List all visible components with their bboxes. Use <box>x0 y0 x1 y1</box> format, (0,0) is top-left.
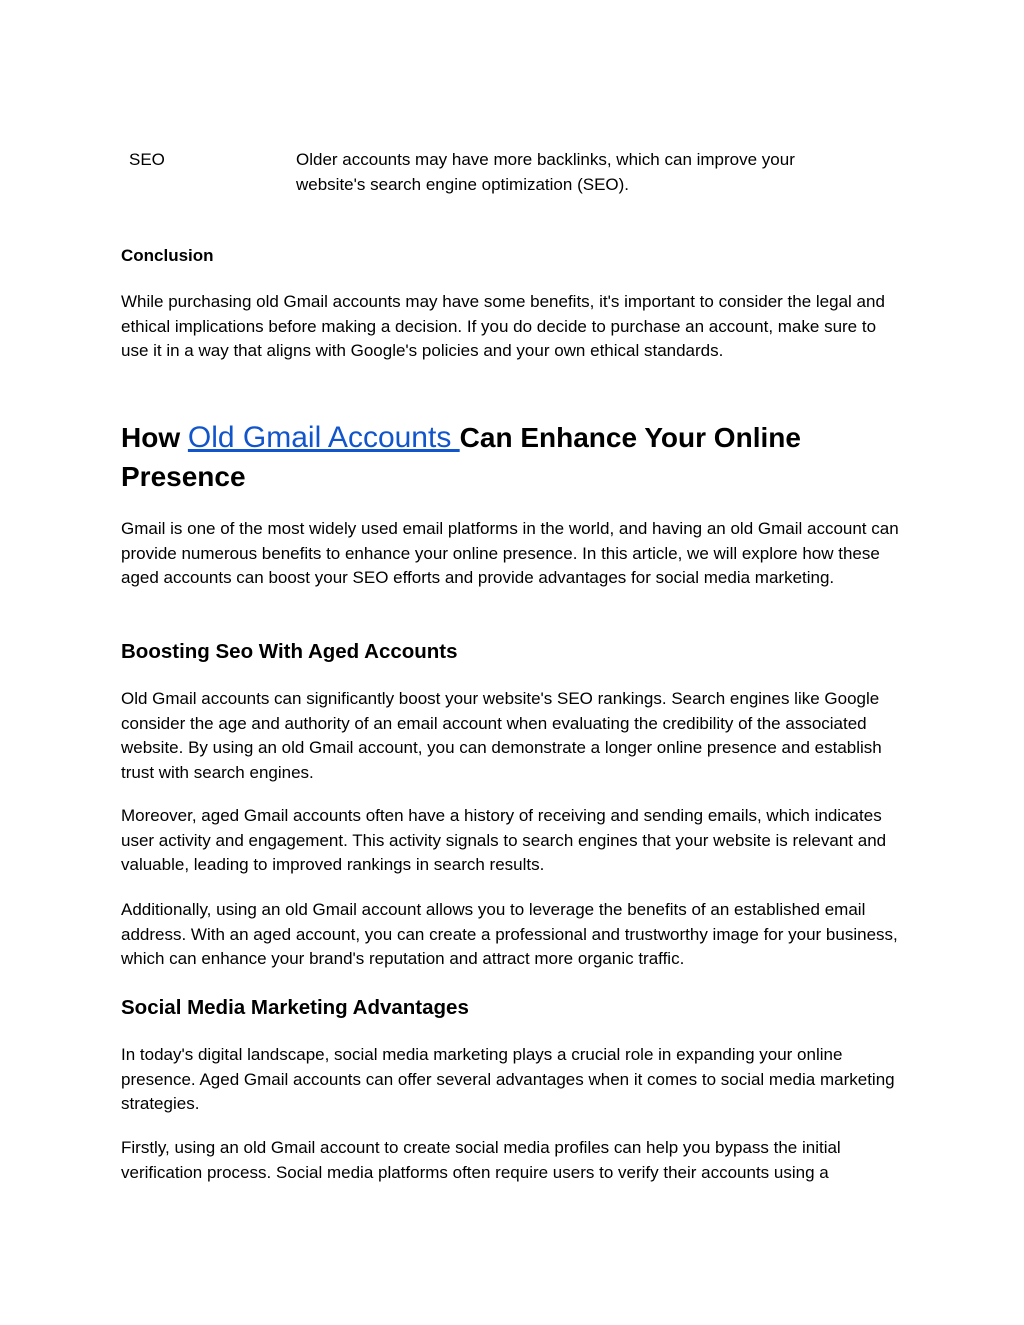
conclusion-paragraph: While purchasing old Gmail accounts may have some benefits, it's important to consider the legal and ethical implications before making a decision. If you do decide to purchase an account, make sure to use it in a way that aligns with Google's policies and your own ethical standards. <box>121 292 885 360</box>
seo-paragraph-2: Moreover, aged Gmail accounts often have a history of receiving and sending emails, which indicates user activity and engagement. This activity signals to search engines that your website is relevant and valuable, leading to improved rankings in search results. <box>121 806 887 874</box>
intro-paragraph: Gmail is one of the most widely used email platforms in the world, and having an old Gmail account can provide numerous benefits to enhance your online presence. In this article, we will explore how these aged accounts can boost your SEO efforts and provide advantages for social media marketing. <box>121 519 899 587</box>
section-heading-seo: Boosting Seo With Aged Accounts <box>121 640 458 663</box>
social-paragraph-1: In today's digital landscape, social media marketing plays a crucial role in expanding your online presence. Aged Gmail accounts can offer several advantages when it comes to social media marketing strategies. <box>121 1045 895 1113</box>
seo-paragraph-3: Additionally, using an old Gmail account allows you to leverage the benefits of an established email address. With an aged account, you can create a professional and trustworthy image for your business, which can enhance your brand's reputation and attract more organic traffic. <box>121 900 898 968</box>
article-title-suffix: Can Enhance Your Online Presence <box>121 422 801 492</box>
section-heading-social: Social Media Marketing Advantages <box>121 996 469 1019</box>
article-title-prefix: How <box>121 422 188 453</box>
table-cell-value: Older accounts may have more backlinks, which can improve your website's search engine optimization (SEO). <box>296 150 795 194</box>
article-title <box>121 418 905 496</box>
conclusion-heading: Conclusion <box>121 246 214 265</box>
table-cell-key: SEO <box>129 150 165 169</box>
seo-paragraph-1: Old Gmail accounts can significantly boost your website's SEO rankings. Search engines like Google consider the age and authority of an email account when evaluating the credibility of the associated website. By using an old Gmail account, you can demonstrate a longer online presence and establish trust with search engines. <box>121 689 882 782</box>
social-paragraph-2: Firstly, using an old Gmail account to create social media profiles can help you bypass the initial verification process. Social media platforms often require users to verify their accounts using a <box>121 1138 841 1182</box>
old-gmail-accounts-link[interactable]: Old Gmail Accounts <box>187 421 460 454</box>
